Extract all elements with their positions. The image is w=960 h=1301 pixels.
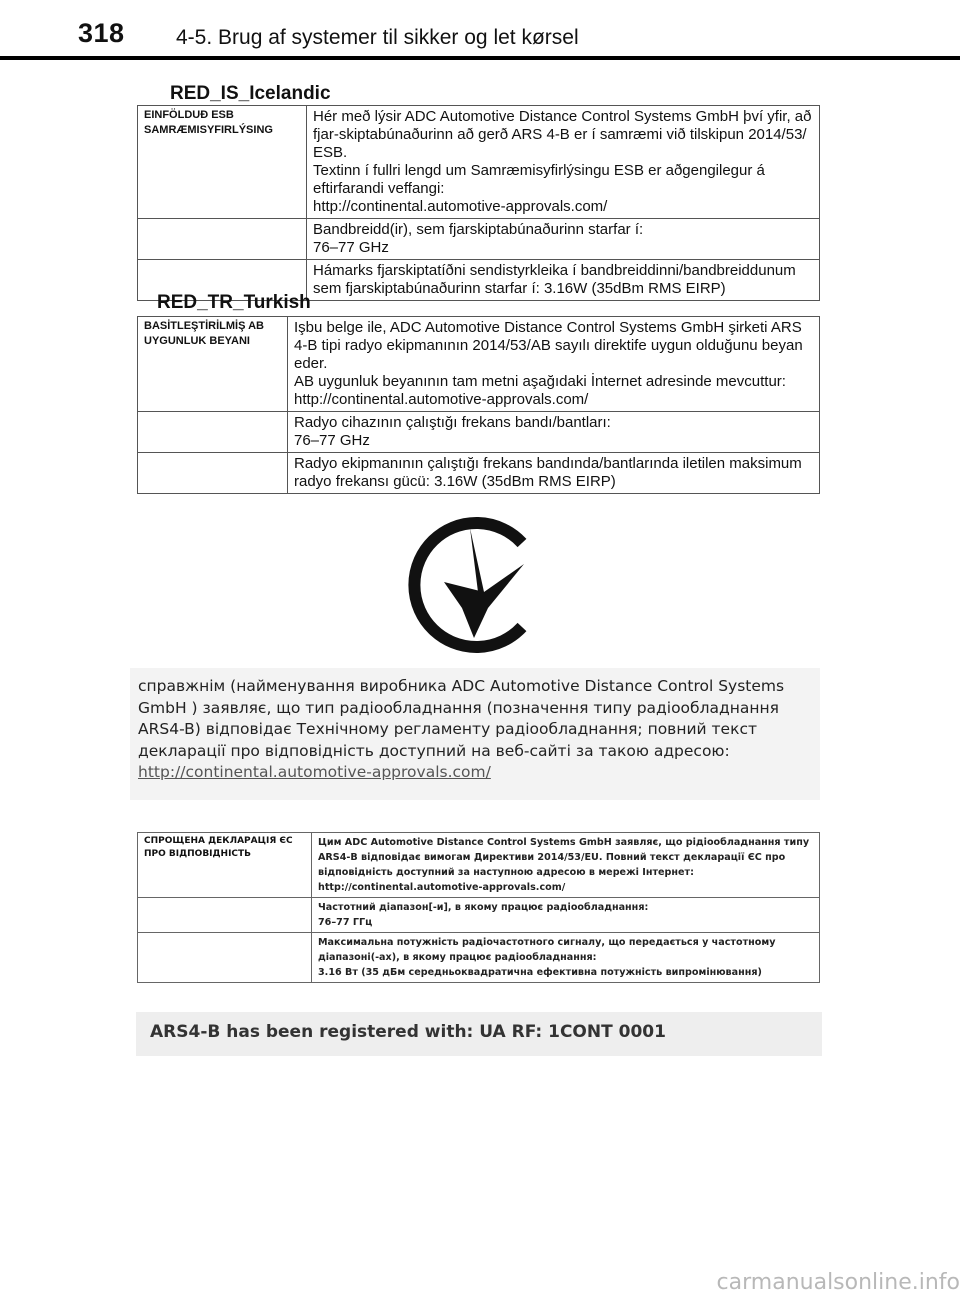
text-line: 3.16 Вт (35 дБм середньоквадратична ефективна потужність випромінювання) [318,967,762,978]
text-line: Максимальна потужність радіочастотного сигналу, що передається у частотному діапазоні(-ах), в якому працює радіообладнання: [318,937,776,963]
row-text [307,260,820,301]
row-label: EINFÖLDUÐ ESB SAMRÆMISYFIRLÝSING [138,106,307,219]
text-line: Radyo cihazının çalıştığı frekans bandı/bantları: [294,414,611,431]
url-text: http://continental.automotive-approvals.com/ [318,882,566,893]
row-text [312,898,820,933]
turkish-declaration-table [137,316,820,494]
table-row [138,412,820,453]
statement-text: справжнім (найменування виробника ADC Automotive Distance Control Systems GmbH ) заявляє, що тип радіообладнання (позначення типу радіообладнання ARS4-B) відповідає Технічному регламенту радіообладнання; повний текст декларації про відповідність доступний на веб-сайті за такою адресою: [138,677,785,760]
text-line: Частотний діапазон[-и], в якому працює радіообладнання: [318,902,649,913]
row-text [288,412,820,453]
section-title-icelandic: RED_IS_Icelandic [170,83,331,104]
table-row [138,453,820,494]
text-line: 76–77 GHz [294,432,370,449]
icelandic-declaration-table [137,105,820,301]
row-text [312,933,820,983]
url-text: http://continental.automotive-approvals.com/ [294,391,589,408]
text-line: Textinn í fullri lengd um Samræmisyfirlýsingu ESB er aðgengilegur á eftirfarandi veffangi: [313,162,765,197]
row-label [138,219,307,260]
statement-url: http://continental.automotive-approvals.com/ [138,763,491,781]
page-number: 318 [78,18,125,48]
text-line: 76–77 ГГц [318,917,373,928]
table-row [138,933,820,983]
section-title-turkish: RED_TR_Turkish [157,292,311,313]
chapter-title: 4-5. Brug af systemer til sikker og let kørsel [176,26,579,49]
site-watermark: carmanualsonline.info [716,1270,960,1295]
url-text: http://continental.automotive-approvals.com/ [313,198,608,215]
row-label [138,933,312,983]
text-line: 76–77 GHz [313,239,389,256]
text-line: Radyo ekipmanının çalıştığı frekans bandında/bantlarında iletilen maksimum radyo frekansı gücü: 3.16W (35dBm RMS EIRP) [294,455,802,490]
row-text [312,833,820,898]
row-text [288,453,820,494]
table-row [138,898,820,933]
text-line: Цим ADC Automotive Distance Control Systems GmbH заявляє, що рiдіообладнання типу ARS4-B відповідає вимогам Директиви 2014/53/EU. Повний текст декларації ЄС про відповідність доступний за наступною адресою в мережі Інтернет: [318,837,810,878]
text-line: AB uygunluk beyanının tam metni aşağıdaki İnternet adresinde mevcuttur: [294,373,786,390]
table-row [138,219,820,260]
row-label [138,412,288,453]
table-row [138,833,820,898]
text-line: Hámarks fjarskiptatíðni sendistyrkleika í bandbreiddinni/bandbreiddunum sem fjarskiptabúnaðurinn starfar í: 3.16W (35dBm RMS EIRP) [313,262,796,297]
row-label: СПРОЩЕНА ДЕКЛАРАЦІЯ ЄС ПРО ВІДПОВІДНІСТЬ [138,833,312,898]
row-label: BASİTLEŞTİRİLMİŞ AB UYGUNLUK BEYANI [138,317,288,412]
row-text [288,317,820,412]
registration-note: ARS4-B has been registered with: UA RF: 1CONT 0001 [136,1012,822,1056]
text-line: Bandbreidd(ir), sem fjarskiptabúnaðurinn starfar í: [313,221,644,238]
row-text [307,219,820,260]
header-rule [0,56,960,60]
text-line: Işbu belge ile, ADC Automotive Distance Control Systems GmbH şirketi ARS 4-B tipi radyo ekipmanının 2014/53/AB sayılı direktife uygun olduğunu beyan eder. [294,319,803,372]
table-row [138,106,820,219]
table-row [138,317,820,412]
ukrainian-declaration-table [137,832,820,983]
page-header [0,0,960,58]
ukrainian-statement [130,668,820,800]
row-text [307,106,820,219]
text-line: Hér með lýsir ADC Automotive Distance Control Systems GmbH því yfir, að fjar-skiptabúnaðurinn að gerð ARS 4-B er í samræmi við tilskipun 2014/53/ ESB. [313,108,812,161]
row-label [138,453,288,494]
ukrainian-conformity-mark-icon [404,510,554,660]
row-label [138,898,312,933]
